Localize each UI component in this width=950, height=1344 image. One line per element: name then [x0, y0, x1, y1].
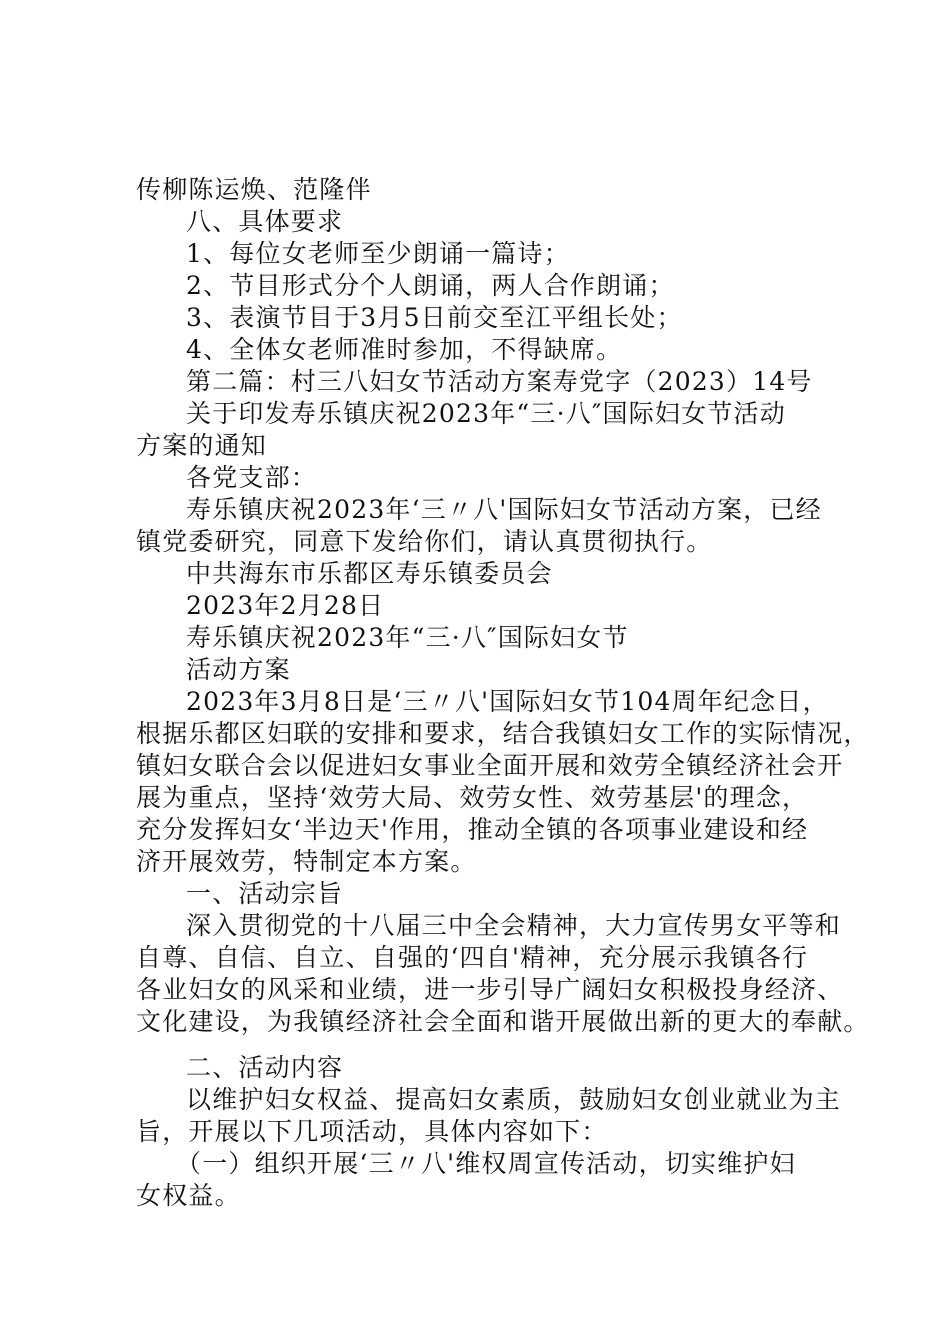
- notice-title: 关于印发寿乐镇庆祝2023年“三·八″国际妇女节活动: [186, 399, 786, 428]
- paragraph-line: 旨，开展以下几项活动，具体内容如下：: [136, 1117, 608, 1146]
- paragraph-line: 镇党委研究，同意下发给你们，请认真贯彻执行。: [136, 527, 713, 556]
- plan-title-cont: 活动方案: [186, 655, 291, 684]
- text-line: 传柳陈运焕、范隆伴: [136, 175, 372, 204]
- paragraph-line: （一）组织开展‘三〃八'维权周宣传活动，切实维护妇: [176, 1149, 796, 1178]
- list-item: 2、节目形式分个人朗诵，两人合作朗诵；: [186, 271, 675, 300]
- paragraph-line: 自尊、自信、自立、自强的‘四自'精神，充分展示我镇各行: [136, 943, 809, 972]
- list-item: 1、每位女老师至少朗诵一篇诗；: [186, 239, 570, 268]
- section-heading: 八、具体要求: [186, 207, 344, 236]
- paragraph-line: 寿乐镇庆祝2023年‘三〃八'国际妇女节活动方案，已经: [186, 495, 822, 524]
- section-heading: 一、活动宗旨: [186, 879, 344, 908]
- paragraph-line: 2023年3月8日是‘三〃八'国际妇女节104周年纪念日，: [186, 687, 829, 716]
- notice-title-cont: 方案的通知: [136, 431, 268, 460]
- paragraph-line: 以维护妇女权益、提高妇女素质，鼓励妇女创业就业为主: [186, 1085, 842, 1114]
- plan-title: 寿乐镇庆祝2023年“三·八″国际妇女节: [186, 623, 629, 652]
- paragraph-line: 充分发挥妇女‘半边天'作用，推动全镇的各项事业建设和经: [136, 815, 809, 844]
- paragraph-line: 文化建设，为我镇经济社会全面和谐开展做出新的更大的奉献。: [136, 1007, 870, 1036]
- paragraph-line: 深入贯彻党的十八届三中全会精神，大力宣传男女平等和: [186, 911, 842, 940]
- paragraph-line: 济开展效劳，特制定本方案。: [136, 847, 477, 876]
- paragraph-line: 女权益。: [136, 1181, 241, 1210]
- paragraph-line: 各业妇女的风采和业绩，进一步引导广阔妇女积极投身经济、: [136, 975, 844, 1004]
- salutation: 各党支部：: [186, 463, 318, 492]
- paragraph-line: 镇妇女联合会以促进妇女事业全面开展和效劳全镇经济社会开: [136, 751, 844, 780]
- paragraph-line: 根据乐都区妇联的安排和要求，结合我镇妇女工作的实际情况，: [136, 719, 870, 748]
- list-item: 4、全体女老师准时参加，不得缺席。: [186, 335, 623, 364]
- section-heading: 二、活动内容: [186, 1053, 344, 1082]
- list-item: 3、表演节目于3月5日前交至江平组长处；: [186, 303, 683, 332]
- paragraph-line: 展为重点，坚持‘效劳大局、效劳女性、效劳基层'的理念，: [136, 783, 809, 812]
- chapter-title: 第二篇：村三八妇女节活动方案寿党字（2023）14号: [186, 367, 813, 396]
- issuer-line: 中共海东市乐都区寿乐镇委员会: [186, 559, 553, 588]
- date-line: 2023年2月28日: [186, 591, 385, 620]
